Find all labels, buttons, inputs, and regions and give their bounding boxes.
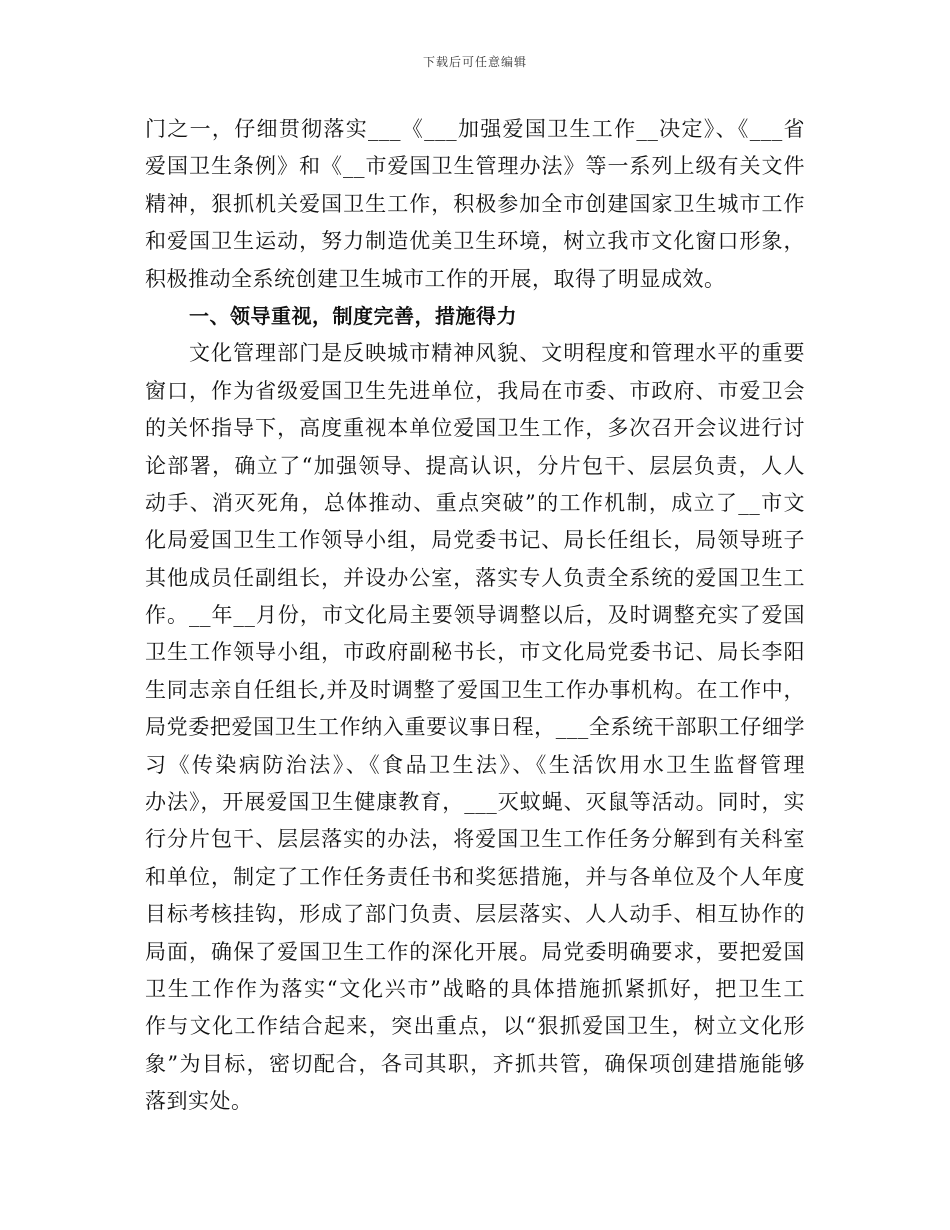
text-line: 行分片包干、层层落实的办法，将爱国卫生工作任务分解到有关科室 bbox=[145, 827, 805, 852]
text-line: 象”为目标，密切配合，各司其职，齐抓共管，确保项创建措施能够 bbox=[145, 1051, 805, 1076]
text-line: 作。__年__月份，市文化局主要领导调整以后，及时调整充实了爱国 bbox=[145, 603, 805, 628]
text-line: 文化管理部门是反映城市精神风貌、文明程度和管理水平的重要 bbox=[189, 341, 805, 366]
page-header-note: 下载后可任意编辑 bbox=[422, 55, 527, 69]
text-line: 局面，确保了爱国卫生工作的深化开展。局党委明确要求，要把爱国 bbox=[145, 939, 805, 964]
text-line: 局党委把爱国卫生工作纳入重要议事日程，___全系统干部职工仔细学 bbox=[145, 715, 805, 740]
text-line: 门之一，仔细贯彻落实___《___加强爱国卫生工作__决定》、《___省 bbox=[145, 117, 805, 141]
text-line: 动手、消灭死角，总体推动、重点突破”的工作机制，成立了__市文 bbox=[145, 490, 805, 515]
text-line: 习《传染病防治法》、《食品卫生法》、《生活饮用水卫生监督管理 bbox=[145, 752, 805, 777]
text-line: 积极推动全系统创建卫生城市工作的开展，取得了明显成效。 bbox=[145, 266, 726, 291]
text-line: 办法》，开展爱国卫生健康教育，___灭蚊蝇、灭鼠等活动。同时，实 bbox=[145, 790, 805, 815]
text-line: 和单位，制定了工作任务责任书和奖惩措施，并与各单位及个人年度 bbox=[145, 864, 805, 889]
document-body bbox=[145, 111, 805, 1121]
section-heading: 一、领导重视，制度完善，措施得力 bbox=[189, 303, 517, 328]
text-line: 窗口，作为省级爱国卫生先进单位，我局在市委、市政府、市爱卫会 bbox=[145, 378, 805, 403]
text-line: 爱国卫生条例》和《__市爱国卫生管理办法》等一系列上级有关文件 bbox=[145, 154, 805, 179]
text-line: 目标考核挂钩，形成了部门负责、层层落实、人人动手、相互协作的 bbox=[145, 902, 805, 927]
text-line: 卫生工作领导小组，市政府副秘书长，市文化局党委书记、局长李阳 bbox=[145, 640, 805, 665]
text-line: 化局爱国卫生工作领导小组，局党委书记、局长任组长，局领导班子 bbox=[145, 528, 805, 553]
text-line: 精神，狠抓机关爱国卫生工作，积极参加全市创建国家卫生城市工作 bbox=[145, 191, 805, 216]
text-line: 生同志亲自任组长,并及时调整了爱国卫生工作办事机构。在工作中， bbox=[145, 677, 805, 702]
text-line: 卫生工作作为落实“文化兴市”战略的具体措施抓紧抓好，把卫生工 bbox=[145, 976, 805, 1001]
text-line: 论部署，确立了“加强领导、提高认识，分片包干、层层负责，人人 bbox=[145, 453, 805, 478]
text-line: 的关怀指导下，高度重视本单位爱国卫生工作，多次召开会议进行讨 bbox=[145, 416, 805, 441]
text-line: 和爱国卫生运动，努力制造优美卫生环境，树立我市文化窗口形象， bbox=[145, 229, 805, 254]
text-line: 作与文化工作结合起来，突出重点，以“狠抓爱国卫生，树立文化形 bbox=[145, 1014, 805, 1039]
text-line: 其他成员任副组长，并设办公室，落实专人负责全系统的爱国卫生工 bbox=[145, 565, 805, 590]
text-line: 落到实处。 bbox=[145, 1089, 253, 1114]
